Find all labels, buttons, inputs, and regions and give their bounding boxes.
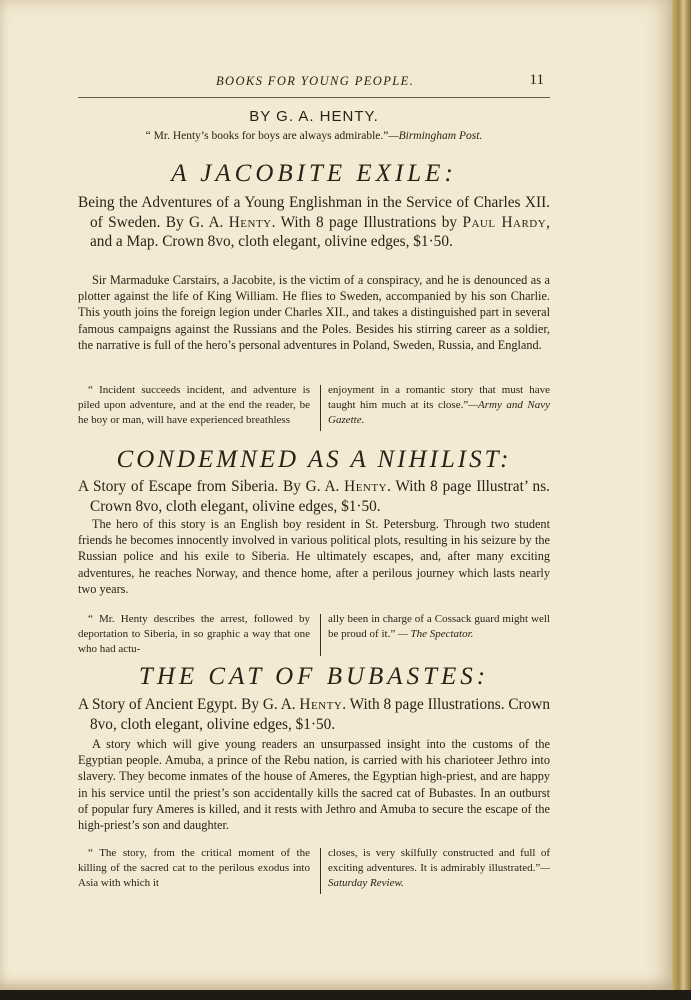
desc-text: . With 8 page Illustrations. Crown 8vo, cloth elegant, olivine edges, $1·50. (90, 696, 550, 733)
book-review (78, 383, 550, 445)
review-divider (320, 614, 321, 656)
review-left-column: “ Mr. Henty describes the arrest, followed by deportation to Siberia, in so graphic a way that one who had actu- (78, 613, 310, 655)
page-number: 11 (529, 72, 544, 88)
desc-illustrator: Paul Hardy (462, 213, 547, 231)
desc-text: Being the Adventures of a Young Englishman in the Service of Charles XII. of Sweden. By G. A. (78, 194, 550, 231)
review-right-column (328, 612, 550, 642)
book-summary: Sir Marmaduke Carstairs, a Jacobite, is the victim of a conspiracy, and he is denounced as a plotter against the life of King William. He flies to Sweden, accompanied by his son Charlie. This youth joins the foreign legion under Charles XII., and takes a distinguished part in several famous campaigns against the Russians and the Poles. Besides his stirring career as a soldier, the narrative is full of the hero’s personal adventures in Poland, Sweden, Russia, and England. (78, 273, 550, 352)
book-description (78, 695, 550, 734)
review-divider (320, 385, 321, 431)
book-review (78, 846, 550, 908)
desc-text: , and a Map. Crown 8vo, cloth elegant, olivine edges, $1·50. (90, 213, 550, 250)
review-text: closes, is very skilfully constructed and full of exciting adventures. It is admirably illustrated.” (328, 847, 550, 874)
review-divider (320, 848, 321, 894)
desc-author: Henty (228, 213, 272, 231)
book-title-cat-of-bubastes: THE CAT OF BUBASTES: (138, 663, 490, 690)
review-text: enjoyment in a romantic story that must have taught him much at its close.” (328, 384, 550, 411)
book-title-condemned-as-a-nihilist: CONDEMNED AS A NIHILIST: (116, 446, 512, 473)
testimonial-quote: “ Mr. Henty’s books for boys are always admirable.” (145, 130, 389, 142)
review-left-column: “ The story, from the critical moment of the killing of the sacred cat to the perilous exodus into Asia with which it (78, 847, 310, 889)
book-summary: The hero of this story is an English boy resident in St. Petersburg. Through two student friends he becomes innocently involved in various political plots, resulting in his seizure by the Russian police and his exile to Siberia. He ultimately escapes, and, after many exciting adventures, he reaches Norway, and thence home, after a perilous journey which lasts nearly two years. (78, 517, 550, 596)
page-edge (672, 0, 691, 1000)
review-right-column (328, 846, 550, 891)
running-head (78, 74, 550, 92)
book-description (78, 477, 550, 516)
desc-text: A Story of Ancient Egypt. By G. A. (78, 696, 300, 713)
desc-text: . With 8 page Illustrat’ ns. Crown 8vo, cloth elegant, olivine edges, $1·50. (90, 478, 550, 515)
bottom-band (0, 990, 691, 1000)
review-left-column: “ Incident succeeds incident, and adventure is piled upon adventure, and at the end the reader, be he boy or man, will have experienced breathless (78, 384, 310, 426)
desc-author: Henty (299, 696, 343, 713)
book-description (78, 193, 550, 252)
review-source: —Army and Navy Gazette. (328, 399, 550, 426)
desc-author: Henty (344, 478, 388, 495)
review-source: —Saturday Review. (328, 862, 550, 889)
book-summary: A story which will give young readers an unsurpassed insight into the customs of the Egyptian people. Amuba, a prince of the Rebu nation, is carried with his charioteer Jethro into slavery. They become inmates of the house of Ameres, the Egyptian high-priest, and are happy in his service until the priest’s son accidentally kills the sacred cat of Bubastes. In an outburst of popular fury Ameres is killed, and it rests with Jethro and Amuba to secure the escape of the high-priest’s son and daughter. (78, 737, 550, 833)
review-text: ally been in charge of a Cossack guard might well be proud of it.” (328, 613, 550, 640)
desc-text: . With 8 page Illustrations by (271, 213, 463, 231)
general-testimonial (78, 130, 550, 142)
review-right-column (328, 383, 550, 428)
author-line: BY G. A. HENTY. (249, 108, 379, 125)
running-title: BOOKS FOR YOUNG PEOPLE. (216, 74, 415, 88)
testimonial-source: —Birmingham Post. (388, 130, 483, 142)
review-source: — The Spectator. (397, 628, 474, 640)
desc-text: A Story of Escape from Siberia. By G. A. (78, 478, 345, 495)
book-title-jacobite-exile: A JACOBITE EXILE: (171, 160, 457, 187)
header-rule (78, 97, 550, 98)
